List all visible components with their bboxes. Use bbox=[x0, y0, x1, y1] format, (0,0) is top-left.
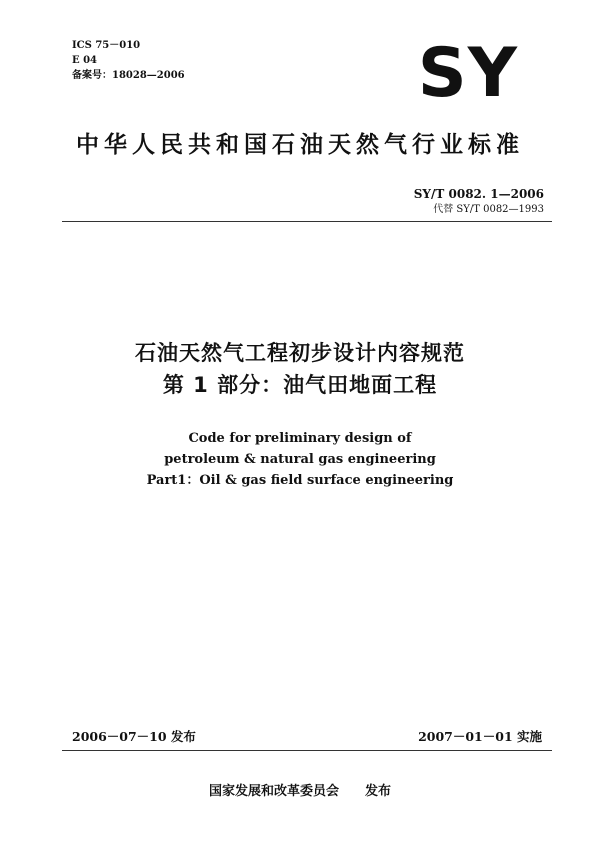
title-english-line-2: petroleum & natural gas engineering bbox=[164, 452, 436, 467]
title-chinese-line-1: 石油天然气工程初步设计内容规范 bbox=[135, 341, 465, 365]
issue-date: 2006－07－10 发布 bbox=[72, 729, 196, 744]
title-chinese bbox=[0, 337, 600, 401]
org-title: 中华人民共和国石油天然气行业标准 bbox=[76, 132, 524, 158]
classification-block bbox=[72, 38, 185, 83]
footer-divider bbox=[62, 750, 552, 751]
replaces-standard: 代替 SY/T 0082—1993 bbox=[433, 204, 544, 215]
title-english-line-3: Part1：Oil & gas field surface engineering bbox=[146, 473, 454, 488]
header-divider bbox=[62, 221, 552, 222]
issuing-authority: 国家发展和改革委员会 发布 bbox=[208, 784, 391, 799]
title-english-line-1: Code for preliminary design of bbox=[188, 431, 412, 446]
implementation-date: 2007－01－01 实施 bbox=[418, 729, 542, 744]
record-number: 备案号：18028—2006 bbox=[72, 70, 185, 81]
standard-number: SY/T 0082. 1—2006 bbox=[413, 187, 544, 201]
sy-logo: SY bbox=[417, 34, 518, 113]
title-english bbox=[0, 428, 600, 491]
category-code: E 04 bbox=[72, 55, 98, 66]
ics-code: ICS 75－010 bbox=[72, 40, 141, 51]
title-chinese-line-2: 第 1 部分：油气田地面工程 bbox=[162, 373, 438, 397]
